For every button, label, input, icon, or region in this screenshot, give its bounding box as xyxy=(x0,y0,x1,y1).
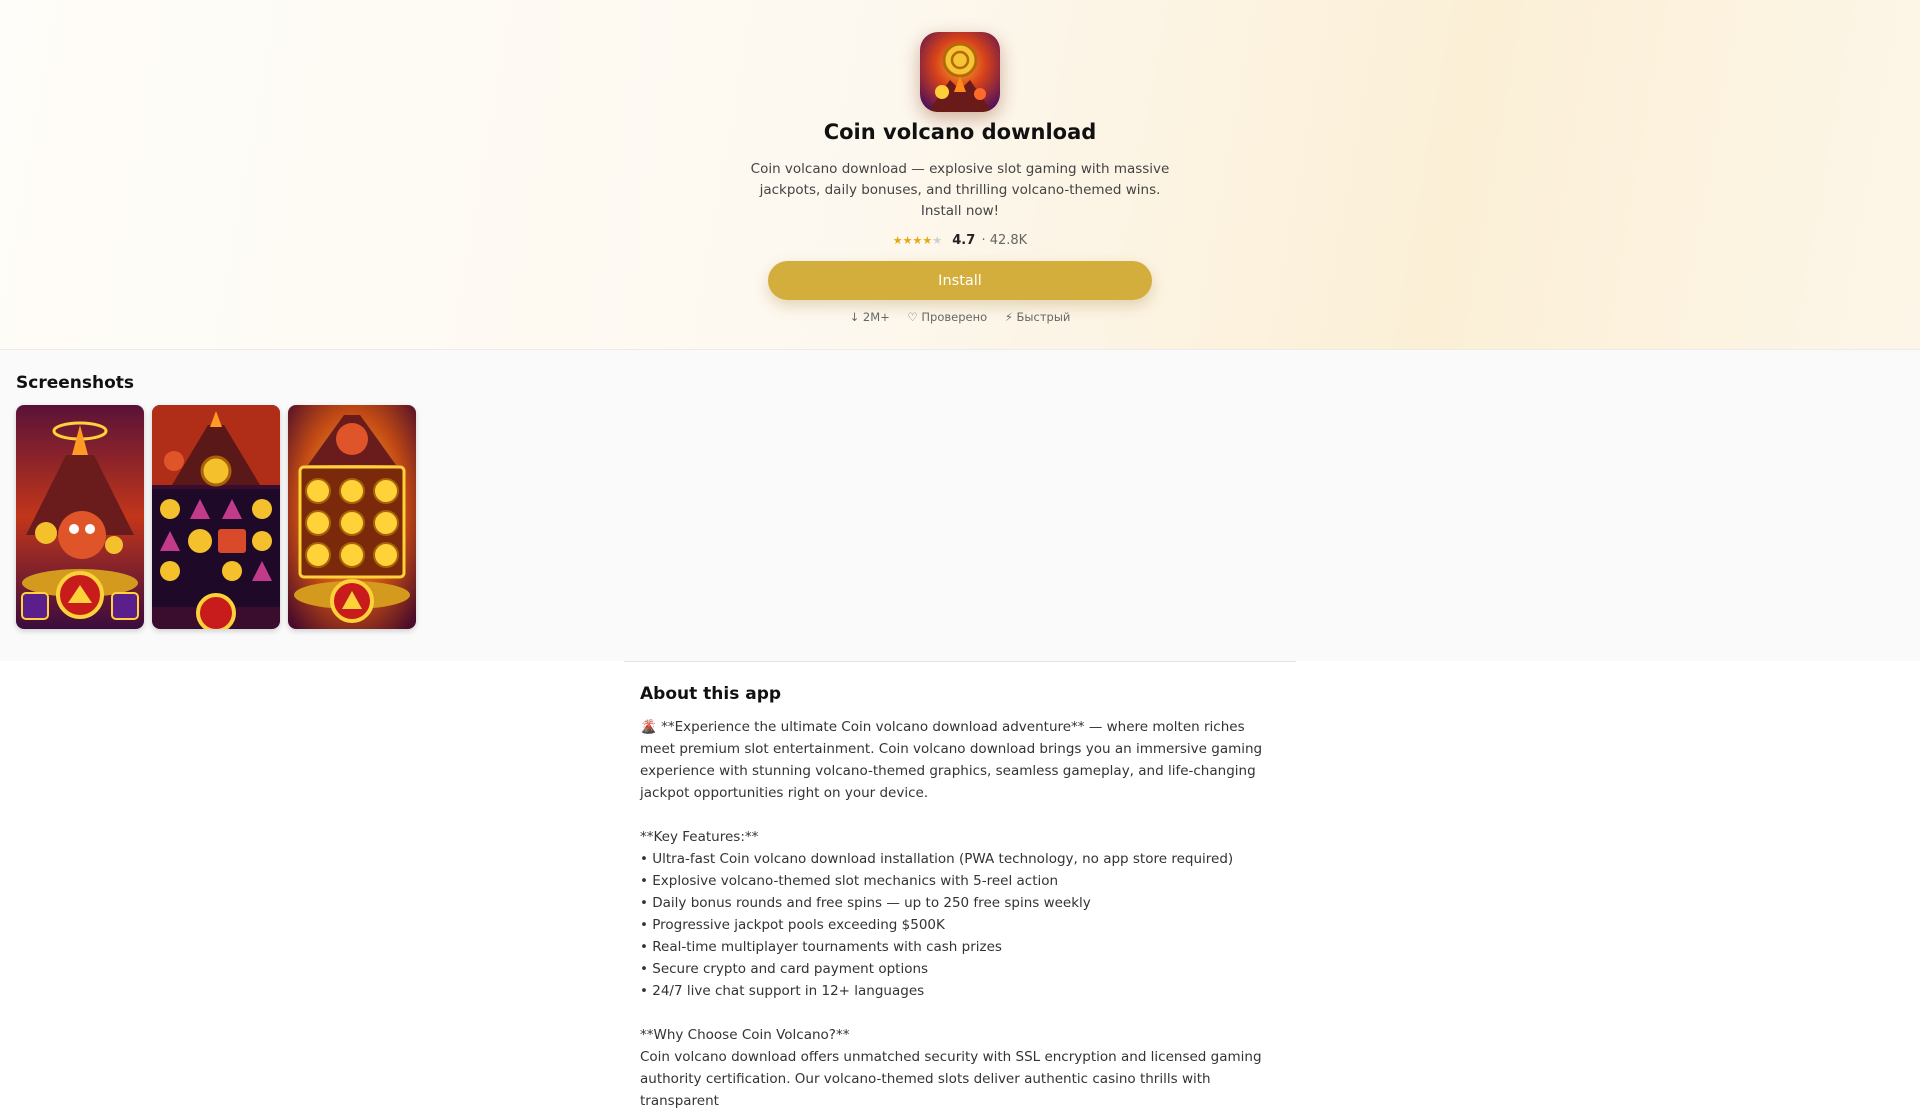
feature-item: • Secure crypto and card payment options xyxy=(640,961,929,977)
screenshot-thumbnail[interactable] xyxy=(152,405,280,629)
screenshots-section xyxy=(0,350,1920,661)
about-description xyxy=(640,716,1280,1112)
badge-fast xyxy=(1005,310,1071,324)
about-title: About this app xyxy=(640,684,782,704)
star-rating-icon: ★★★★★ xyxy=(892,234,943,247)
feature-item: • Explosive volcano-themed slot mechanics with 5-reel action xyxy=(640,873,1059,889)
about-intro-text: **Experience the ultimate Coin volcano download adventure** — where molten riches meet premium slot entertainment. Coin volcano download brings you an immersive gaming experience with stunning volcano-themed graphics, seamless gameplay, and life-changing jackpot opportunities right on your device. xyxy=(640,719,1263,801)
features-heading: **Key Features:** xyxy=(640,829,759,845)
feature-item: • 24/7 live chat support in 12+ languages xyxy=(640,983,925,999)
section-divider xyxy=(624,661,1296,662)
heart-shield-icon: ♡ xyxy=(907,310,918,324)
volcano-icon: 🌋 xyxy=(640,719,657,735)
review-count: · 42.8K xyxy=(981,233,1028,248)
why-heading: **Why Choose Coin Volcano?** xyxy=(640,1027,850,1043)
screenshots-title: Screenshots xyxy=(16,373,135,393)
lightning-icon: ⚡ xyxy=(1004,310,1013,324)
feature-item: • Daily bonus rounds and free spins — up to 250 free spins weekly xyxy=(640,895,1091,911)
download-arrow-icon: ↓ xyxy=(849,310,860,324)
why-text: Coin volcano download offers unmatched security with SSL encryption and licensed gaming authority certification. Our volcano-themed slots deliver authentic casino thrills with transparent xyxy=(640,1049,1262,1109)
screenshot-thumbnail[interactable] xyxy=(16,405,144,629)
feature-item: • Ultra-fast Coin volcano download installation (PWA technology, no app store required) xyxy=(640,851,1234,867)
trust-badges xyxy=(0,310,1920,324)
badge-verified xyxy=(907,310,987,324)
badge-label: Проверено xyxy=(921,310,988,324)
feature-item: • Real-time multiplayer tournaments with cash prizes xyxy=(640,939,1002,955)
app-description: Coin volcano download — explosive slot gaming with massive jackpots, daily bonuses, and thrilling volcano-themed wins. Install now! xyxy=(750,161,1170,219)
badge-label: 2M+ xyxy=(862,310,890,324)
rating-row xyxy=(0,233,1920,248)
install-button[interactable]: Install xyxy=(768,261,1152,300)
app-icon xyxy=(920,32,1000,112)
feature-item: • Progressive jackpot pools exceeding $500K xyxy=(640,917,945,933)
rating-value: 4.7 xyxy=(952,233,976,248)
badge-label: Быстрый xyxy=(1016,310,1071,324)
badge-downloads xyxy=(850,310,890,324)
app-title: Coin volcano download xyxy=(823,120,1097,144)
about-intro xyxy=(640,716,1280,804)
app-header-section xyxy=(0,0,1920,350)
screenshot-thumbnail[interactable] xyxy=(288,405,416,629)
